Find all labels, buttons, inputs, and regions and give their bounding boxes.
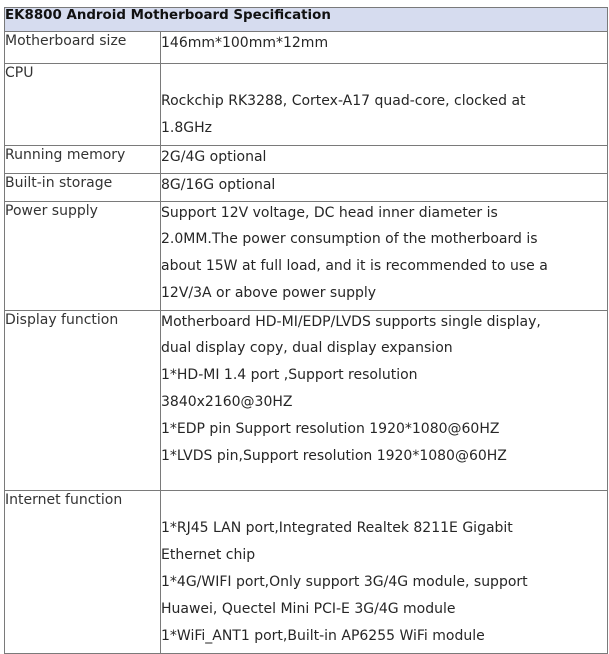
title-row [5, 8, 608, 32]
row-value-memory [161, 146, 608, 174]
row-label-memory: Running memory [5, 146, 161, 174]
table-row [5, 311, 608, 491]
value-line: 1*LVDS pin,Support resolution 1920*1080@60HZ [161, 448, 507, 464]
row-label-cpu: CPU [5, 64, 161, 146]
value-line: 8G/16G optional [161, 177, 276, 193]
value-line: Support 12V voltage, DC head inner diameter is [161, 205, 498, 221]
row-label-size: Motherboard size [5, 32, 161, 64]
value-line: Huawei, Quectel Mini PCI-E 3G/4G module [161, 601, 456, 617]
value-line: Rockchip RK3288, Cortex-A17 quad-core, clocked at [161, 93, 526, 109]
row-value-cpu [161, 64, 608, 146]
value-line: about 15W at full load, and it is recommended to use a [161, 258, 548, 274]
row-value-size [161, 32, 608, 64]
spec-table [4, 7, 608, 654]
table-row [5, 146, 608, 174]
value-line: 1*WiFi_ANT1 port,Built-in AP6255 WiFi module [161, 628, 485, 644]
value-line: Motherboard HD-MI/EDP/LVDS supports single display, [161, 314, 541, 330]
row-label-storage: Built-in storage [5, 174, 161, 202]
value-line: dual display copy, dual display expansion [161, 340, 453, 356]
table-row [5, 491, 608, 654]
value-line: 1*RJ45 LAN port,Integrated Realtek 8211E Gigabit [161, 520, 513, 536]
row-label-internet: Internet function [5, 491, 161, 654]
row-label-power: Power supply [5, 202, 161, 311]
table-row [5, 32, 608, 64]
row-value-internet [161, 491, 608, 654]
row-value-power [161, 202, 608, 311]
value-line: 1.8GHz [161, 120, 212, 136]
value-line: 1*HD-MI 1.4 port ,Support resolution [161, 367, 418, 383]
table-row [5, 202, 608, 311]
blank-line [161, 64, 607, 91]
table-row [5, 64, 608, 146]
value-line: Ethernet chip [161, 547, 256, 563]
value-line: 146mm*100mm*12mm [161, 35, 329, 51]
blank-line [161, 491, 607, 518]
value-line: 3840x2160@30HZ [161, 394, 293, 410]
row-value-storage [161, 174, 608, 202]
row-label-display: Display function [5, 311, 161, 491]
value-line: 1*4G/WIFI port,Only support 3G/4G module, support [161, 574, 528, 590]
value-line: 2.0MM.The power consumption of the motherboard is [161, 231, 538, 247]
value-line: 1*EDP pin Support resolution 1920*1080@60HZ [161, 421, 500, 437]
spec-title: EK8800 Android Motherboard Specification [5, 8, 608, 32]
value-line: 12V/3A or above power supply [161, 285, 377, 301]
value-line: 2G/4G optional [161, 149, 267, 165]
table-row [5, 174, 608, 202]
row-value-display [161, 311, 608, 491]
